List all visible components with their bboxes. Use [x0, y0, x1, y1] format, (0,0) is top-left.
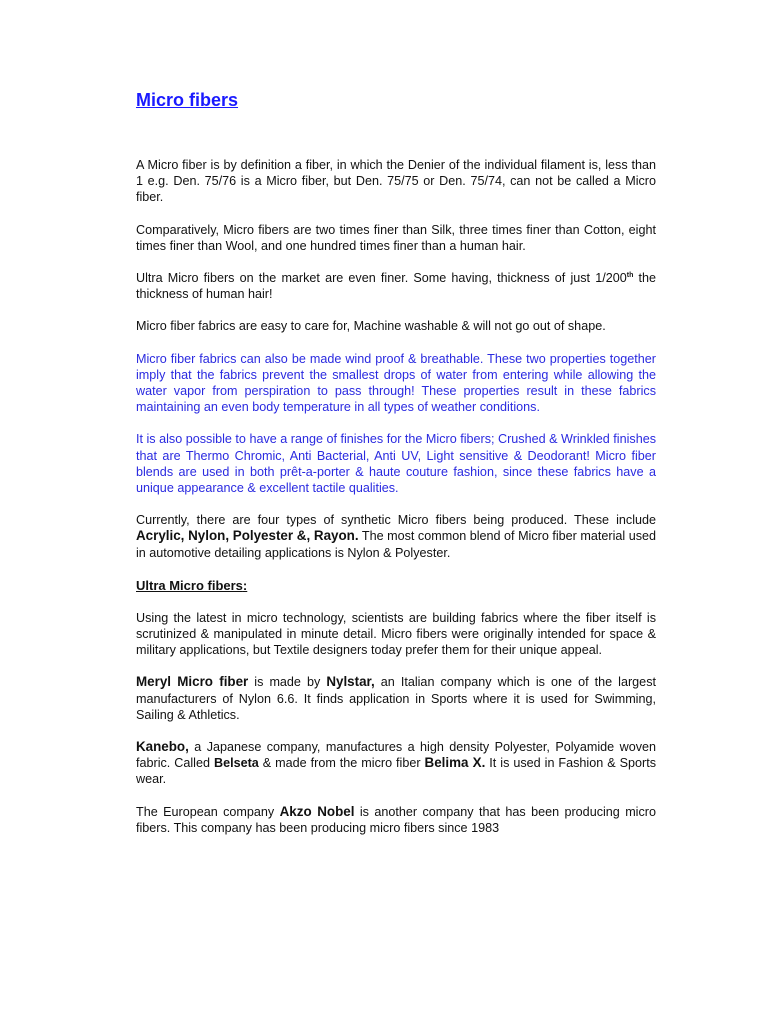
paragraph-finishes: It is also possible to have a range of finishes for the Micro fibers; Crushed & Wrinkled finishes that are Thermo Chromic, Anti Bacterial, Anti UV, Light sensitive & Deodorant! Micro fiber blends are used in both prêt-a-porter & haute couture fashion, since these fabrics have a unique appearance & excellent tactile qualities.: [136, 432, 656, 496]
paragraph-technology: Using the latest in micro technology, scientists are building fabrics where the fiber itself is scrutinized & manipulated in minute detail. Micro fibers were originally intended for space & military applications, but Textile designers today prefer them for their unique appeal.: [136, 610, 656, 658]
paragraph-types: Currently, there are four types of synthetic Micro fibers being produced. These include Acrylic, Nylon, Polyester &, Rayon. The most common blend of Micro fiber material used in automotive detailing applications is Nylon & Polyester.: [136, 513, 657, 560]
subheading-ultra-micro-fibers: Ultra Micro fibers:: [136, 577, 248, 593]
paragraph-ultra-fine: Ultra Micro fibers on the market are even finer. Some having, thickness of just 1/200th the thickness of human hair!: [136, 271, 657, 302]
fiber-types-bold: Acrylic, Nylon, Polyester &, Rayon.: [136, 528, 359, 544]
paragraph-wind-proof: Micro fiber fabrics can also be made wind proof & breathable. These two properties together imply that the fabrics prevent the smallest drops of water from entering while allowing the water vapor from perspiration to pass through! These properties result in these fabrics maintaining an even body temperature in all types of weather conditions.: [136, 351, 656, 415]
paragraph-meryl: Meryl Micro fiber is made by Nylstar, an Italian company which is one of the largest manufacturers of Nylon 6.6. It finds application in Sports where it is used for Swimming, Sailing & Athletics.: [136, 674, 656, 722]
paragraph-akzo-nobel: The European company Akzo Nobel is another company that has been producing micro fibers. This company has been producing micro fibers since 1983: [136, 803, 656, 835]
page-title: Micro fibers: [136, 90, 239, 110]
belseta-bold: Belseta: [213, 756, 259, 771]
kanebo-bold: Kanebo,: [136, 739, 189, 755]
paragraph-kanebo: Kanebo, a Japanese company, manufactures a high density Polyester, Polyamide woven fabric. Called Belseta & made from the micro fiber Belima X. It is used in Fashion & Sports wear.: [136, 739, 656, 787]
document-body: [136, 88, 656, 852]
paragraph-care: Micro fiber fabrics are easy to care for, Machine washable & will not go out of shape.: [136, 319, 606, 334]
superscript-th: th: [626, 271, 634, 279]
meryl-bold: Meryl Micro fiber: [136, 674, 249, 690]
paragraph-comparison: Comparatively, Micro fibers are two times finer than Silk, three times finer than Cotton, eight times finer than Wool, and one hundred times finer than a human hair.: [136, 222, 656, 253]
akzo-nobel-bold: Akzo Nobel: [279, 803, 355, 819]
nylstar-bold: Nylstar,: [326, 674, 375, 690]
belima-bold: Belima X.: [424, 755, 486, 771]
paragraph-definition: A Micro fiber is by definition a fiber, in which the Denier of the individual filament is, less than 1 e.g. Den. 75/76 is a Micro fiber, but Den. 75/75 or Den. 75/74, can not be called a Micro fiber.: [136, 158, 656, 205]
